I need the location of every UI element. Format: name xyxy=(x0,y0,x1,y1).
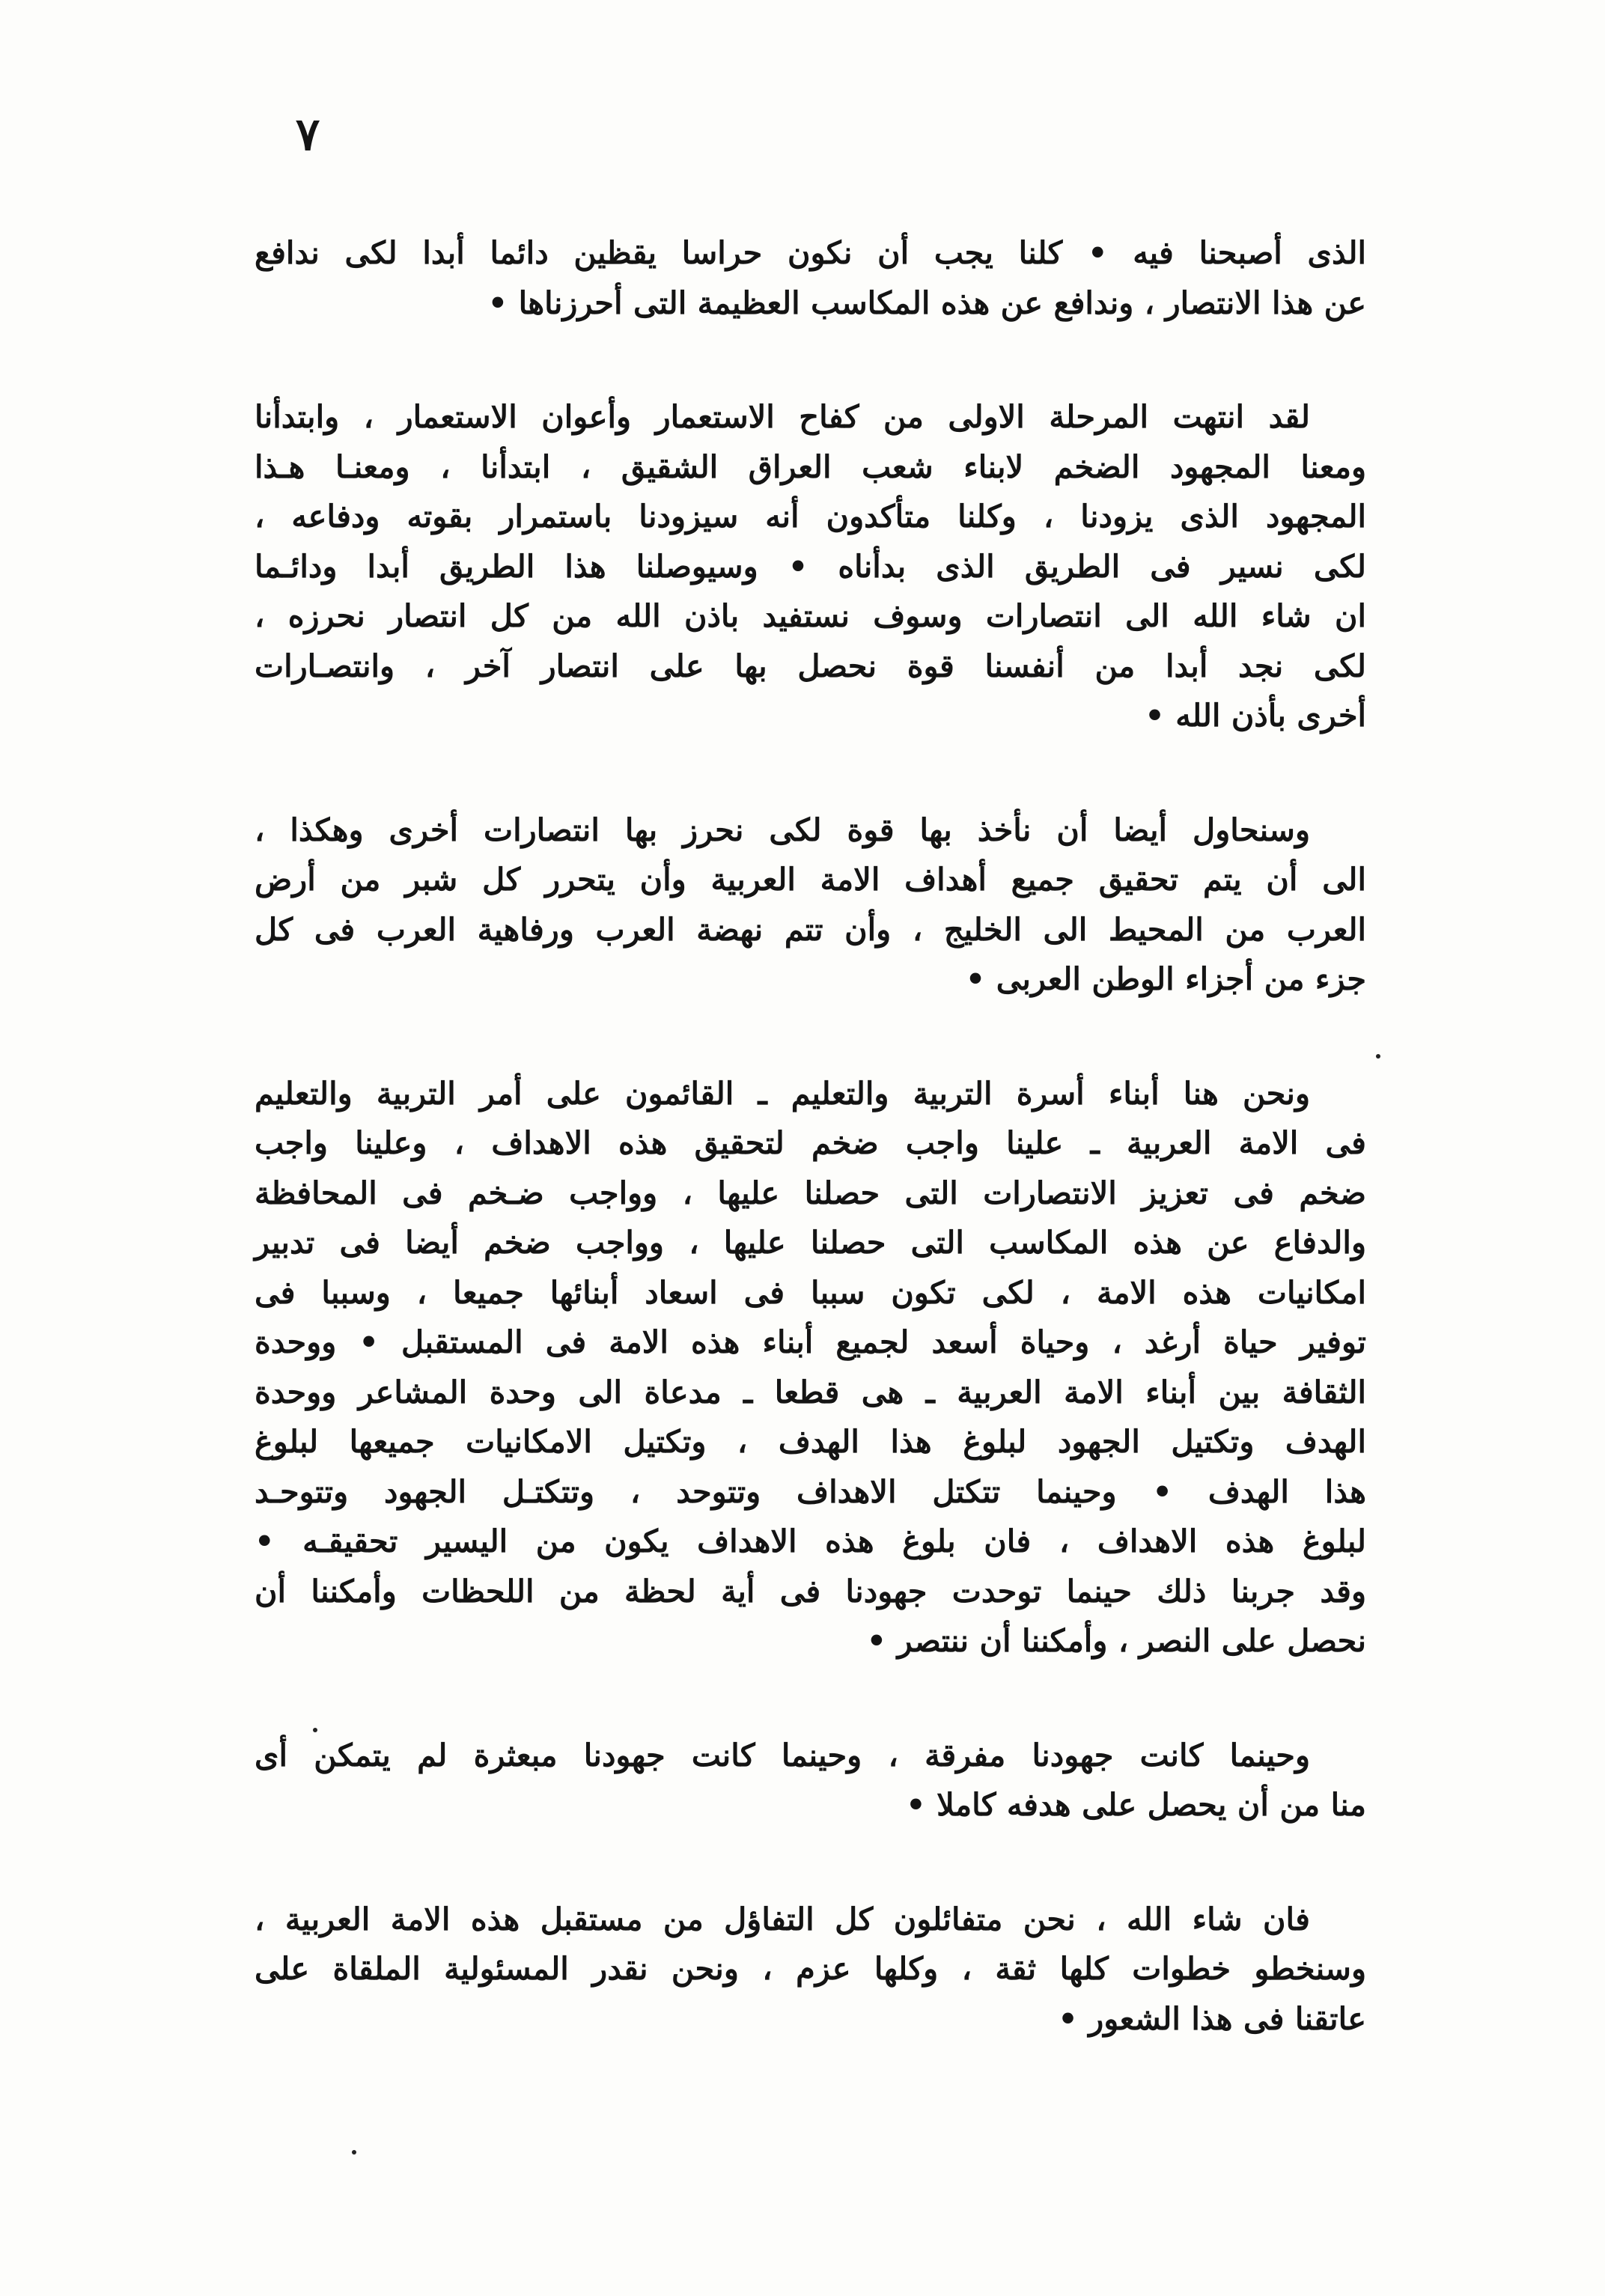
text-line: لقد انتهت المرحلة الاولى من كفاح الاستعمار وأعوان الاستعمار ، وابتدأنا xyxy=(255,398,1310,435)
text-line: لكى نجد أبدا من أنفسنا قوة نحصل بها على انتصار آخر ، وانتصـارات xyxy=(255,647,1366,684)
text-line: الى أن يتم تحقيق جميع أهداف الامة العربية وأن يتحرر كل شبر من أرض xyxy=(255,861,1366,898)
text-line: توفير حياة أرغد ، وحياة أسعد لجميع أبناء هذه الامة فى المستقبل • ووحدة xyxy=(255,1324,1366,1360)
text-line: فان شاء الله ، نحن متفائلون كل التفاؤل من مستقبل هذه الامة العربية ، xyxy=(255,1900,1310,1937)
text-line: عن هذا الانتصار ، وندافع عن هذه المكاسب العظيمة التى أحرزناها • xyxy=(487,284,1366,321)
text-line: ان شاء الله الى انتصارات وسوف نستفيد باذن الله من كل انتصار نحرزه ، xyxy=(255,597,1366,634)
paragraph-3 xyxy=(255,806,1366,1005)
text-line: وقد جربنا ذلك حينما توحدت جهودنا فى أية لحظة من اللحظات وأمكننا أن xyxy=(255,1572,1366,1610)
text-line: هذا الهدف • وحينما تتكتل الاهداف وتتوحد ، وتتكتـل الجهود وتتوحـد xyxy=(255,1473,1366,1510)
page-number: ٧ xyxy=(296,109,320,161)
text-line: أخرى بأذن الله • xyxy=(1145,697,1366,734)
text-line: والدفاع عن هذه المكاسب التى حصلنا عليها ، وواجب ضخم أيضا فى تدبير xyxy=(255,1224,1366,1261)
text-line: عاتقنا فى هذا الشعور • xyxy=(1058,2000,1366,2037)
text-line: المجهود الذى يزودنا ، وكلنا متأكدون أنه سيزودنا باستمرار بقوته ودفاعه ، xyxy=(255,498,1366,535)
text-line: فى الامة العربية ـ علينا واجب ضخم لتحقيق هذه الاهداف ، وعلينا واجب xyxy=(255,1124,1366,1161)
text-line: منا من أن يحصل على هدفه كاملا • xyxy=(906,1786,1366,1823)
text-line: وسنحاول أيضا أن نأخذ بها قوة لكى نحرز بها انتصارات أخرى وهكذا ، xyxy=(255,811,1310,848)
paragraph-1 xyxy=(255,228,1366,328)
text-line: الذى أصبحنا فيه • كلنا يجب أن نكون حراسا يقظين دائما أبدا لكى ندافع xyxy=(255,234,1366,271)
text-line: جزء من أجزاء الوطن العربى • xyxy=(965,960,1366,997)
text-line: وحينما كانت جهودنا مفرقة ، وحينما كانت جهودنا مبعثرة لم يتمكن أى xyxy=(255,1736,1310,1773)
text-line: ومعنا المجهود الضخم لابناء شعب العراق الشقيق ، ابتدأنا ، ومعنـا هـذا xyxy=(255,448,1366,485)
paragraph-5 xyxy=(255,1731,1366,1830)
text-line: الهدف وتكتيل الجهود لبلوغ هذا الهدف ، وتكتيل الامكانيات جميعها لبلوغ xyxy=(255,1423,1366,1460)
scan-speck xyxy=(1376,1054,1380,1059)
text-line: لكى نسير فى الطريق الذى بدأناه • وسيوصلنا هذا الطريق أبدا ودائـما xyxy=(255,547,1366,585)
paragraph-4 xyxy=(255,1069,1366,1666)
text-line: لبلوغ هذه الاهداف ، فان بلوغ هذه الاهداف يكون من اليسير تحقيقـه • xyxy=(255,1523,1366,1559)
text-line: ونحن هنا أبناء أسرة التربية والتعليم ـ القائمون على أمر التربية والتعليم xyxy=(255,1074,1310,1112)
scan-speck xyxy=(313,1728,317,1732)
text-line: وسنخطو خطوات كلها ثقة ، وكلها عزم ، ونحن نقدر المسئولية الملقاة على xyxy=(255,1950,1366,1987)
paragraph-2 xyxy=(255,392,1366,741)
paragraph-6 xyxy=(255,1895,1366,2044)
text-line: امكانيات هذه الامة ، لكى تكون سببا فى اسعاد أبنائها جميعا ، وسببا فى xyxy=(255,1273,1366,1311)
body-text xyxy=(255,228,1366,2044)
text-line: ضخم فى تعزيز الانتصارات التى حصلنا عليها ، وواجب ضـخم فى المحافظة xyxy=(255,1174,1366,1211)
text-line: الثقافة بين أبناء الامة العربية ـ هى قطعا ـ مدعاة الى وحدة المشاعر ووحدة xyxy=(255,1373,1366,1410)
text-line: العرب من المحيط الى الخليج ، وأن تتم نهضة العرب ورفاهية العرب فى كل xyxy=(255,910,1366,948)
scan-speck xyxy=(352,2150,356,2155)
text-line: نحصل على النصر ، وأمكننا أن ننتصر • xyxy=(866,1622,1366,1659)
